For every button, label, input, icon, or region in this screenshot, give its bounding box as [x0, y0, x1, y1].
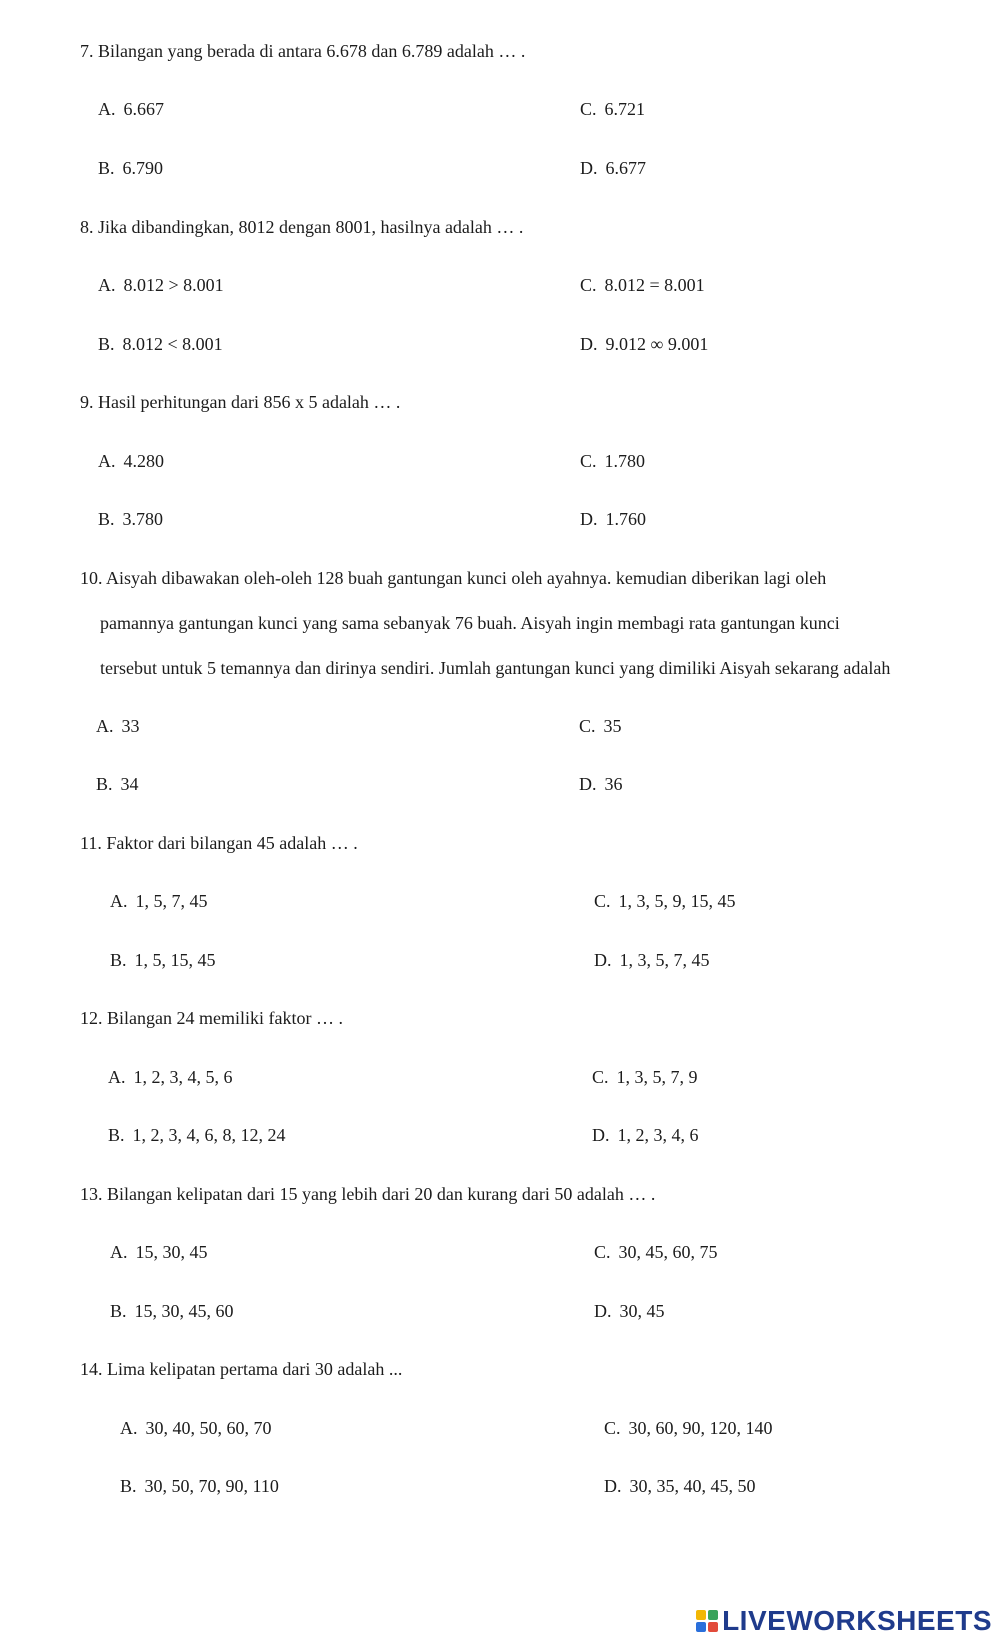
question-11-prompt: 11. Faktor dari bilangan 45 adalah … . — [80, 833, 358, 853]
option-text: 30, 60, 90, 120, 140 — [628, 1418, 773, 1438]
option-text: 30, 45 — [619, 1301, 665, 1321]
option-letter: B. — [120, 1476, 137, 1496]
question-13-option-b[interactable] — [110, 1299, 234, 1323]
question-14-prompt: 14. Lima kelipatan pertama dari 30 adalah ... — [80, 1359, 403, 1379]
question-11-option-d[interactable] — [594, 948, 710, 972]
question-10-option-c[interactable] — [579, 714, 622, 738]
option-text: 8.012 = 8.001 — [604, 275, 705, 295]
option-text: 8.012 < 8.001 — [122, 334, 223, 354]
option-text: 6.667 — [123, 99, 164, 119]
option-letter: A. — [96, 716, 114, 736]
option-text: 1.780 — [604, 451, 646, 471]
option-letter: C. — [580, 275, 597, 295]
option-text: 30, 50, 70, 90, 110 — [144, 1476, 279, 1496]
option-letter: D. — [580, 158, 598, 178]
option-letter: C. — [594, 891, 611, 911]
question-10-prompt-line-3: tersebut untuk 5 temannya dan dirinya sendiri. Jumlah gantungan kunci yang dimiliki Aisyah sekarang adalah — [100, 658, 891, 678]
option-letter: C. — [604, 1418, 621, 1438]
option-text: 1, 3, 5, 7, 45 — [619, 950, 710, 970]
logo-blocks-icon — [696, 1610, 718, 1632]
option-letter: C. — [580, 451, 597, 471]
logo-block — [696, 1610, 706, 1620]
option-letter: C. — [580, 99, 597, 119]
option-letter: D. — [580, 334, 598, 354]
question-7-option-d[interactable] — [580, 156, 646, 180]
question-8-option-b[interactable] — [98, 332, 223, 356]
question-9-prompt: 9. Hasil perhitungan dari 856 x 5 adalah … . — [80, 392, 401, 412]
question-13-option-c[interactable] — [594, 1240, 718, 1264]
question-8-option-d[interactable] — [580, 332, 708, 356]
option-text: 15, 30, 45 — [135, 1242, 208, 1262]
logo-block — [696, 1622, 706, 1632]
question-10-prompt-line-1: 10. Aisyah dibawakan oleh-oleh 128 buah gantungan kunci oleh ayahnya. kemudian diberikan lagi oleh — [80, 568, 827, 588]
option-letter: B. — [96, 774, 113, 794]
option-text: 34 — [120, 774, 139, 794]
option-letter: D. — [594, 950, 612, 970]
question-7-option-c[interactable] — [580, 97, 645, 121]
question-13-option-a[interactable] — [110, 1240, 208, 1264]
option-letter: B. — [98, 509, 115, 529]
liveworksheets-logo[interactable] — [696, 1607, 992, 1635]
option-text: 8.012 > 8.001 — [123, 275, 224, 295]
option-text: 1, 3, 5, 7, 9 — [616, 1067, 698, 1087]
option-letter: D. — [579, 774, 597, 794]
option-text: 9.012 ∞ 9.001 — [605, 334, 709, 354]
question-9-option-c[interactable] — [580, 449, 645, 473]
option-letter: D. — [594, 1301, 612, 1321]
question-7-option-b[interactable] — [98, 156, 163, 180]
option-text: 1, 3, 5, 9, 15, 45 — [618, 891, 736, 911]
option-text: 6.721 — [604, 99, 646, 119]
option-letter: A. — [98, 275, 116, 295]
question-14-option-c[interactable] — [604, 1416, 773, 1440]
option-letter: A. — [108, 1067, 126, 1087]
question-13-option-d[interactable] — [594, 1299, 665, 1323]
option-letter: B. — [108, 1125, 125, 1145]
option-text: 1, 2, 3, 4, 5, 6 — [133, 1067, 233, 1087]
option-letter: C. — [592, 1067, 609, 1087]
question-11-option-a[interactable] — [110, 889, 208, 913]
option-text: 1.760 — [605, 509, 646, 529]
option-letter: D. — [592, 1125, 610, 1145]
option-text: 30, 40, 50, 60, 70 — [145, 1418, 272, 1438]
question-7-option-a[interactable] — [98, 97, 164, 121]
question-11-option-c[interactable] — [594, 889, 736, 913]
option-text: 1, 5, 15, 45 — [134, 950, 216, 970]
question-10-option-b[interactable] — [96, 772, 139, 796]
option-text: 3.780 — [122, 509, 164, 529]
logo-block — [708, 1622, 718, 1632]
option-letter: B. — [98, 334, 115, 354]
logo-block — [708, 1610, 718, 1620]
option-letter: C. — [579, 716, 596, 736]
question-11-option-b[interactable] — [110, 948, 216, 972]
option-text: 30, 35, 40, 45, 50 — [629, 1476, 756, 1496]
question-8-prompt: 8. Jika dibandingkan, 8012 dengan 8001, hasilnya adalah … . — [80, 217, 524, 237]
logo-text: LIVEWORKSHEETS — [722, 1605, 992, 1636]
option-text: 1, 5, 7, 45 — [135, 891, 208, 911]
question-12-prompt: 12. Bilangan 24 memiliki faktor … . — [80, 1008, 343, 1028]
question-10-option-a[interactable] — [96, 714, 140, 738]
option-text: 1, 2, 3, 4, 6, 8, 12, 24 — [132, 1125, 286, 1145]
option-letter: A. — [98, 99, 116, 119]
option-text: 1, 2, 3, 4, 6 — [617, 1125, 699, 1145]
question-9-option-a[interactable] — [98, 449, 164, 473]
option-text: 36 — [604, 774, 623, 794]
question-14-option-b[interactable] — [120, 1474, 279, 1498]
question-10-prompt-line-2: pamannya gantungan kunci yang sama sebanyak 76 buah. Aisyah ingin membagi rata gantungan kunci — [100, 613, 840, 633]
option-text: 4.280 — [123, 451, 164, 471]
option-text: 30, 45, 60, 75 — [618, 1242, 718, 1262]
question-10-option-d[interactable] — [579, 772, 623, 796]
question-13-prompt: 13. Bilangan kelipatan dari 15 yang lebih dari 20 dan kurang dari 50 adalah … . — [80, 1184, 656, 1204]
question-8-option-c[interactable] — [580, 273, 705, 297]
option-letter: D. — [580, 509, 598, 529]
option-text: 33 — [121, 716, 140, 736]
option-letter: C. — [594, 1242, 611, 1262]
question-7-prompt: 7. Bilangan yang berada di antara 6.678 dan 6.789 adalah … . — [80, 41, 526, 61]
question-8-option-a[interactable] — [98, 273, 224, 297]
question-12-option-a[interactable] — [108, 1065, 233, 1089]
question-12-option-c[interactable] — [592, 1065, 698, 1089]
option-text: 35 — [603, 716, 622, 736]
option-text: 15, 30, 45, 60 — [134, 1301, 234, 1321]
question-14-option-d[interactable] — [604, 1474, 756, 1498]
option-letter: B. — [98, 158, 115, 178]
question-9-option-d[interactable] — [580, 507, 646, 531]
option-letter: B. — [110, 950, 127, 970]
option-letter: A. — [120, 1418, 138, 1438]
option-letter: A. — [110, 891, 128, 911]
question-12-option-b[interactable] — [108, 1123, 286, 1147]
question-14-option-a[interactable] — [120, 1416, 272, 1440]
option-letter: A. — [98, 451, 116, 471]
option-letter: B. — [110, 1301, 127, 1321]
option-text: 6.790 — [122, 158, 164, 178]
question-12-option-d[interactable] — [592, 1123, 699, 1147]
question-9-option-b[interactable] — [98, 507, 163, 531]
option-letter: A. — [110, 1242, 128, 1262]
option-letter: D. — [604, 1476, 622, 1496]
option-text: 6.677 — [605, 158, 646, 178]
